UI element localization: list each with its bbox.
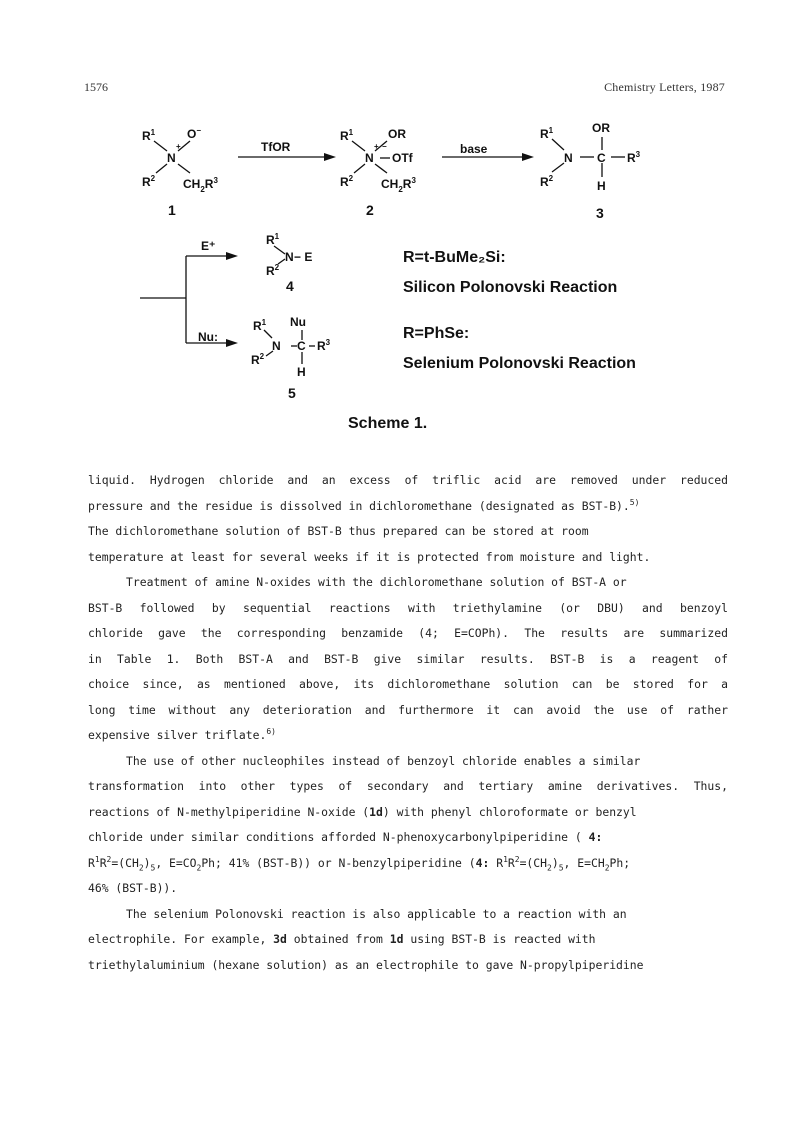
silicon-reaction-name: Silicon Polonovski Reaction (403, 279, 618, 296)
compound-1-structure (142, 126, 218, 194)
compound-2-label: 2 (366, 202, 374, 218)
svg-text:R3: $R^3$ (317, 338, 331, 353)
reaction-scheme (0, 0, 793, 460)
svg-text:R1: $R^1$ (540, 126, 554, 141)
p3-line-4: chloride under similar conditions afforded N-phenoxycarbonylpiperidine ( 4: (88, 830, 603, 844)
p3-line-5: $R^1R^2=(CH_2)_5$, $E=CO_2Ph$; 41% (BST-B)) or N-benzylpiperidine (4: $R^1R^2=(CH_2)_5$, $E=CH_2Ph$; (88, 854, 631, 872)
compound-4-label: 4 (286, 278, 294, 294)
p1-line-4: temperature at least for several weeks if it is protected from moisture and light. (88, 549, 651, 564)
svg-text:N: N (272, 339, 281, 353)
svg-text:OTf: OTf (392, 151, 413, 165)
p3-line-6: 46% (BST-B)). (88, 881, 178, 895)
p2-line-5: choice since, as mentioned above, its dichloromethane solution can be stored for a (88, 677, 728, 691)
svg-text:CH2R3: $CH_2R^3$ (183, 176, 218, 194)
svg-text:C: C (597, 151, 606, 165)
svg-text:R1: $R^1$ (340, 128, 354, 143)
p3-line-2: transformation into other types of secondary and tertiary amine derivatives. Thus, (88, 779, 728, 793)
reagent-electrophile: E⁺ (201, 239, 216, 253)
p3-line-1: The use of other nucleophiles instead of benzoyl chloride enables a similar (126, 753, 641, 768)
svg-text:N: N (564, 151, 573, 165)
compound-5-label: 5 (288, 385, 296, 401)
p4-line-3: triethylaluminium (hexane solution) as an electrophile to gave N-propylpiperidine (88, 957, 644, 972)
svg-text:N: N (285, 250, 294, 264)
svg-text:O−: O− (187, 126, 202, 141)
svg-text:R2: $R^2$ (540, 174, 554, 189)
page-number: 1576 (84, 80, 108, 94)
p2-line-2: BST-B followed by sequential reactions with triethylamine (or DBU) and benzoyl (88, 600, 728, 615)
svg-text:OR: OR (592, 121, 610, 135)
compound-4-structure (266, 232, 312, 278)
svg-text:R1: $R^1$ (142, 128, 156, 143)
selenium-reaction-name: Selenium Polonovski Reaction (403, 355, 636, 372)
p1-line-2: pressure and the residue is dissolved in dichloromethane (designated as BST-B).$^{5)}$ (88, 497, 640, 513)
svg-text:R1: $R^1$ (253, 318, 267, 333)
article-body (88, 468, 728, 978)
svg-text:+: + (374, 142, 379, 151)
compound-1-label: 1 (168, 202, 176, 218)
scheme-caption: Scheme 1. (348, 415, 428, 432)
svg-text:−: − (382, 142, 387, 151)
selenium-condition: R=PhSe: (403, 325, 470, 342)
reagent-base: base (460, 142, 488, 156)
svg-text:R2: $R^2$ (251, 352, 265, 367)
svg-text:Nu: Nu (290, 315, 306, 329)
compound-3-label: 3 (596, 205, 604, 221)
svg-text:N: N (365, 151, 374, 165)
svg-text:CH2R3: $CH_2R^3$ (381, 176, 416, 194)
svg-text:H: H (297, 365, 306, 379)
svg-text:OR: OR (388, 127, 406, 141)
svg-text:R3: $R^3$ (627, 150, 641, 165)
svg-text:R2: $R^2$ (340, 174, 354, 189)
compound-2-structure (340, 127, 416, 194)
p3-line-3: reactions of N-methylpiperidine N-oxide (1d) with phenyl chloroformate or benzyl (88, 804, 637, 819)
p2-line-7: expensive silver triflate.$^{6)}$ (88, 727, 276, 742)
svg-text:H: H (597, 179, 606, 193)
compound-5-structure (251, 315, 331, 379)
silicon-condition: R=t-BuMe₂Si: (403, 249, 506, 266)
svg-text:R1: $R^1$ (266, 232, 280, 247)
reagent-tfor: TfOR (261, 140, 291, 154)
svg-text:R2: $R^2$ (266, 263, 280, 278)
p4-line-1: The selenium Polonovski reaction is also applicable to a reaction with an (126, 906, 627, 921)
p4-line-2: electrophile. For example, 3d obtained from 1d using BST-B is reacted with (88, 932, 596, 946)
p1-line-1: liquid. Hydrogen chloride and an excess of triflic acid are removed under reduced (88, 473, 728, 487)
svg-text:N: N (167, 151, 176, 165)
journal-header: Chemistry Letters, 1987 (604, 80, 725, 94)
p2-line-4: in Table 1. Both BST-A and BST-B give similar results. BST-B is a reagent of (88, 651, 728, 666)
p2-line-6: long time without any deterioration and furthermore it can avoid the use of rather (88, 702, 728, 717)
p2-line-1: Treatment of amine N-oxides with the dichloromethane solution of BST-A or (126, 575, 627, 589)
p1-line-3: The dichloromethane solution of BST-B thus prepared can be stored at room (88, 524, 589, 538)
svg-text:C: C (297, 339, 306, 353)
svg-text:R2: $R^2$ (142, 174, 156, 189)
svg-text:− E: − E (294, 250, 313, 264)
reagent-nucleophile: Nu: (198, 330, 218, 344)
svg-text:+: + (176, 142, 181, 151)
p2-line-3: chloride gave the corresponding benzamide (4; E=COPh). The results are summarized (88, 626, 728, 640)
